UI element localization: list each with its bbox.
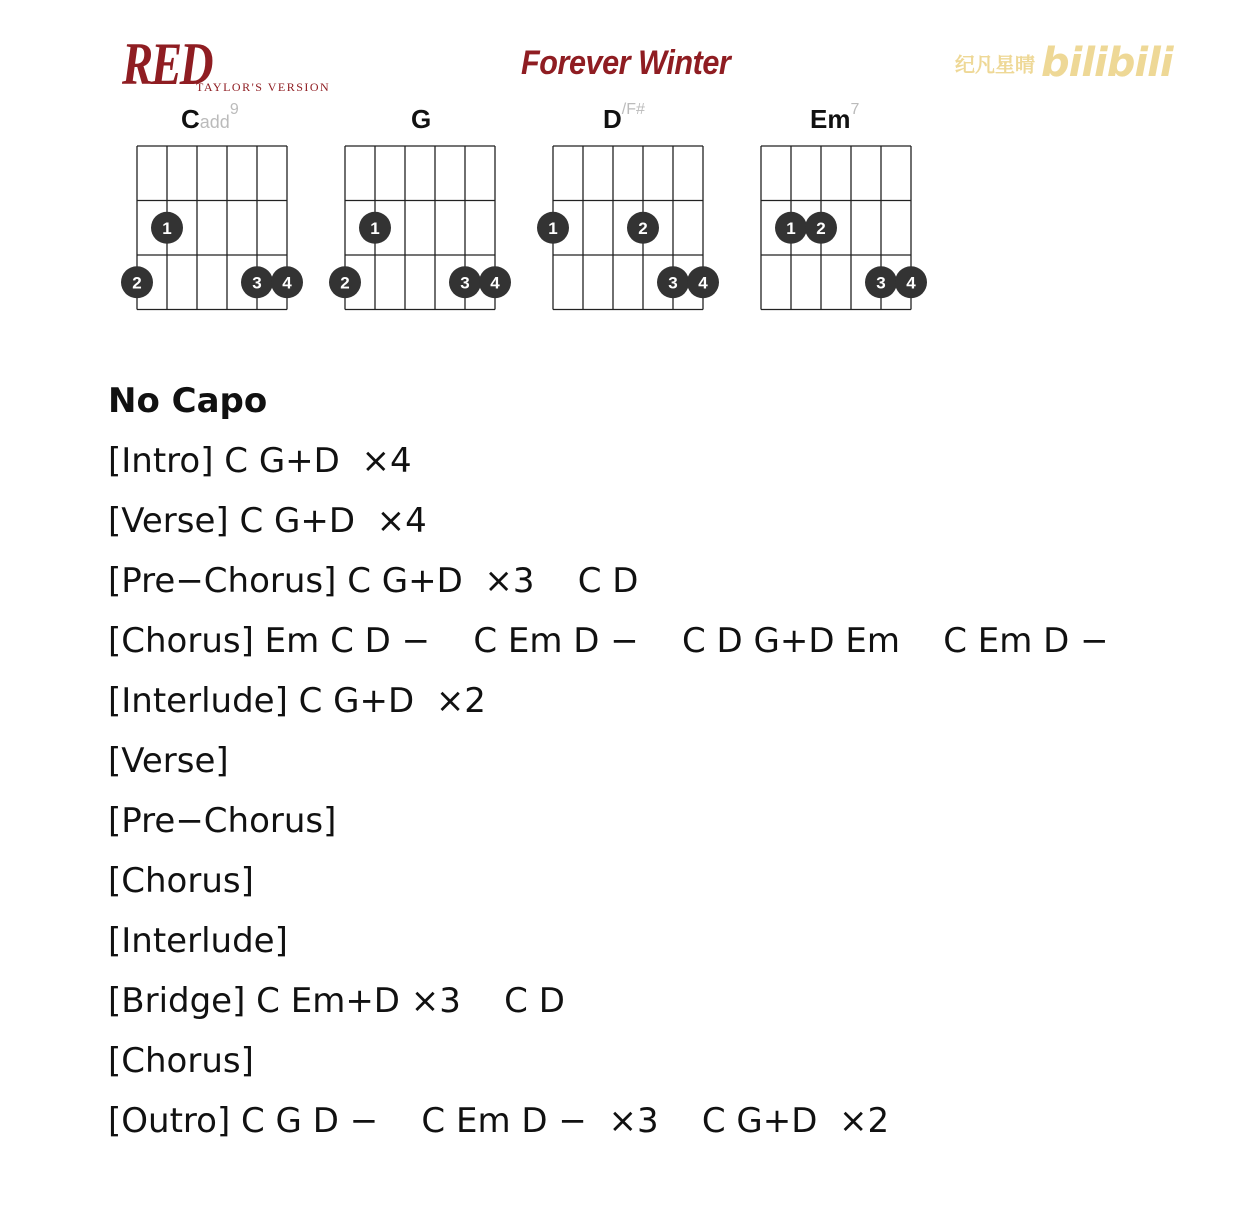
sheet-line-interlude-2: [Interlude] xyxy=(108,921,288,961)
finger-number: 3 xyxy=(876,273,886,293)
chord-root: G xyxy=(411,104,432,134)
sheet-line-chorus: [Chorus] Em C D − C Em D − C D G+D Em C Em D − xyxy=(108,621,1109,661)
chord-diagrams xyxy=(0,0,1256,340)
chord-sub: add xyxy=(199,112,230,132)
chord-root: C xyxy=(181,104,200,134)
sheet-line-chorus-2: [Chorus] xyxy=(108,861,254,901)
chord-sup: 9 xyxy=(229,101,239,118)
chord-root: Em xyxy=(810,104,851,134)
bilibili-logo: bilibili xyxy=(1041,40,1173,86)
finger-number: 4 xyxy=(906,273,916,293)
finger-number: 4 xyxy=(490,273,500,293)
red-logo-subtitle: TAYLOR'S VERSION xyxy=(196,80,331,94)
sheet-line-verse: [Verse] C G+D ×4 xyxy=(108,501,427,541)
finger-number: 3 xyxy=(252,273,262,293)
chord-sheet xyxy=(108,371,1109,1151)
capo-heading: No Capo xyxy=(108,381,268,421)
chord-grid xyxy=(537,146,719,310)
sheet-line-interlude: [Interlude] C G+D ×2 xyxy=(108,681,486,721)
red-logo: RED xyxy=(122,31,212,97)
watermark-author: 纪凡星晴 xyxy=(955,52,1035,77)
finger-number: 1 xyxy=(162,218,172,238)
sheet-line-outro: [Outro] C G D − C Em D − ×3 C G+D ×2 xyxy=(108,1101,890,1141)
finger-number: 2 xyxy=(638,218,648,238)
sheet-line-verse-2: [Verse] xyxy=(108,741,229,781)
chord-grid xyxy=(329,146,511,310)
finger-number: 4 xyxy=(698,273,708,293)
chord-grid xyxy=(121,146,303,310)
finger-number: 2 xyxy=(340,273,350,293)
finger-number: 2 xyxy=(132,273,142,293)
song-title: Forever Winter xyxy=(521,44,731,82)
chord-sup: /F# xyxy=(621,101,645,118)
sheet-line-pre-chorus-2: [Pre−Chorus] xyxy=(108,801,337,841)
sheet-line-chorus-3: [Chorus] xyxy=(108,1041,254,1081)
sheet-line-pre-chorus: [Pre−Chorus] C G+D ×3 C D xyxy=(108,561,639,601)
finger-number: 2 xyxy=(816,218,826,238)
finger-number: 1 xyxy=(786,218,796,238)
finger-number: 1 xyxy=(548,218,558,238)
chord-grid xyxy=(761,146,927,310)
finger-number: 3 xyxy=(460,273,470,293)
finger-number: 4 xyxy=(282,273,292,293)
finger-number: 3 xyxy=(668,273,678,293)
sheet-line-bridge: [Bridge] C Em+D ×3 C D xyxy=(108,981,565,1021)
chord-root: D xyxy=(603,104,622,134)
sheet-line-intro: [Intro] C G+D ×4 xyxy=(108,441,412,481)
finger-number: 1 xyxy=(370,218,380,238)
chord-sup: 7 xyxy=(850,101,860,118)
